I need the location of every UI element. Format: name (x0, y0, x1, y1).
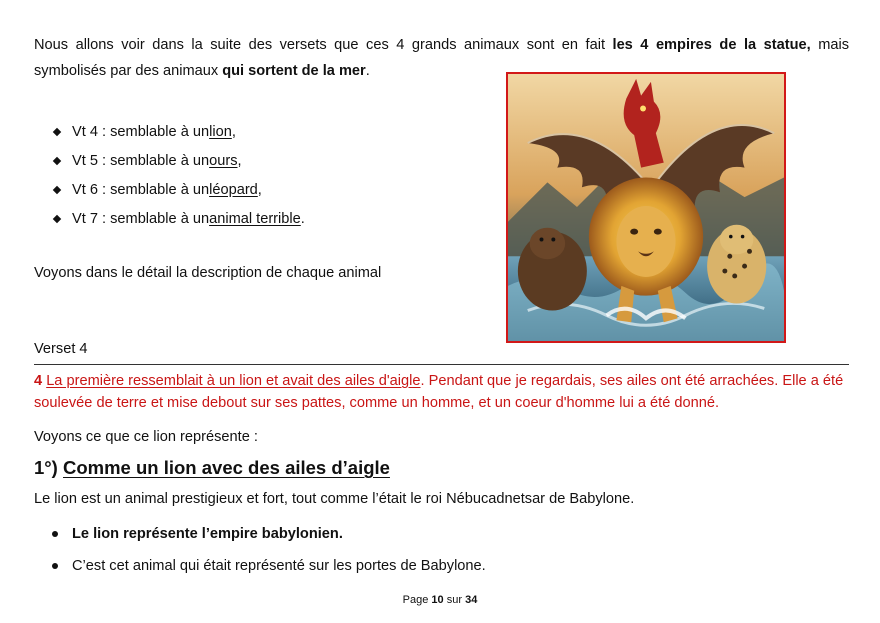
section-heading (34, 457, 390, 479)
verse-number: 4 (34, 373, 43, 389)
point-text: C’est cet animal qui était représenté sur les portes de Babylone. (72, 558, 486, 574)
list-item-prefix: Vt 5 : semblable à un (72, 152, 210, 169)
point-text: Le lion représente l’empire babylonien. (72, 526, 343, 542)
list-item-prefix: Vt 4 : semblable à un (72, 123, 210, 140)
intro-text-1: Nous allons voir dans la suite des versets que ces 4 grands animaux sont en fait (34, 37, 613, 53)
list-item-prefix: Vt 7 : semblable à un (72, 210, 210, 227)
current-page: 10 (431, 594, 444, 606)
lion-description: Le lion est un animal prestigieux et fort, tout comme l’était le roi Nébucadnetsar de Babylone. (34, 491, 635, 507)
points-list (52, 518, 486, 582)
footer-label: Page (402, 594, 432, 606)
animal-bear: ours (209, 152, 238, 169)
list-item-suffix: . (300, 210, 305, 227)
list-item-suffix: , (231, 123, 236, 140)
heading-title: Comme un lion avec des ailes d’aigle (63, 457, 390, 478)
list-item-suffix: , (237, 152, 242, 169)
list-item (54, 146, 305, 175)
verse-underlined: La première ressemblait à un lion et avait des ailes d'aigle (46, 373, 421, 389)
detail-intro: Voyons dans le détail la description de chaque animal (34, 265, 382, 281)
animal-lion: lion (209, 123, 232, 140)
verset-title: Verset 4 (34, 341, 88, 357)
verse-text (34, 370, 852, 414)
divider (34, 364, 849, 365)
intro-bold-sea: qui sortent de la mer (222, 63, 366, 79)
diamond-bullet-icon (53, 214, 61, 222)
intro-text-2: mais symbolisés par des animaux (34, 37, 850, 79)
four-beasts-illustration (506, 72, 786, 343)
lion-intro: Voyons ce que ce lion représente : (34, 429, 258, 445)
diamond-bullet-icon (53, 127, 61, 135)
diamond-bullet-icon (53, 156, 61, 164)
list-item-suffix: , (257, 181, 262, 198)
list-item (52, 550, 486, 582)
heading-number: 1°) (34, 457, 63, 478)
list-item (52, 518, 486, 550)
animal-terrible: animal terrible (209, 210, 301, 227)
animals-list (54, 117, 305, 233)
list-item (54, 175, 305, 204)
list-item (54, 204, 305, 233)
list-item (54, 117, 305, 146)
list-item-prefix: Vt 6 : semblable à un (72, 181, 210, 198)
intro-bold-empires: les 4 empires de la statue, (612, 37, 811, 53)
page-footer (0, 594, 880, 606)
bullet-icon (52, 563, 58, 569)
diamond-bullet-icon (53, 185, 61, 193)
bullet-icon (52, 531, 58, 537)
footer-separator: sur (443, 594, 466, 606)
animal-leopard: léopard (209, 181, 258, 198)
verse-rest: . Pendant que je regardais, ses ailes ont été arrachées. Elle a été soulevée de terre et mise debout sur ses pattes, comme un homme, et un coeur d'homme lui a été donné. (34, 373, 844, 411)
intro-text-3: . (365, 63, 370, 79)
beasts-image (508, 74, 784, 341)
total-pages: 34 (465, 594, 478, 606)
